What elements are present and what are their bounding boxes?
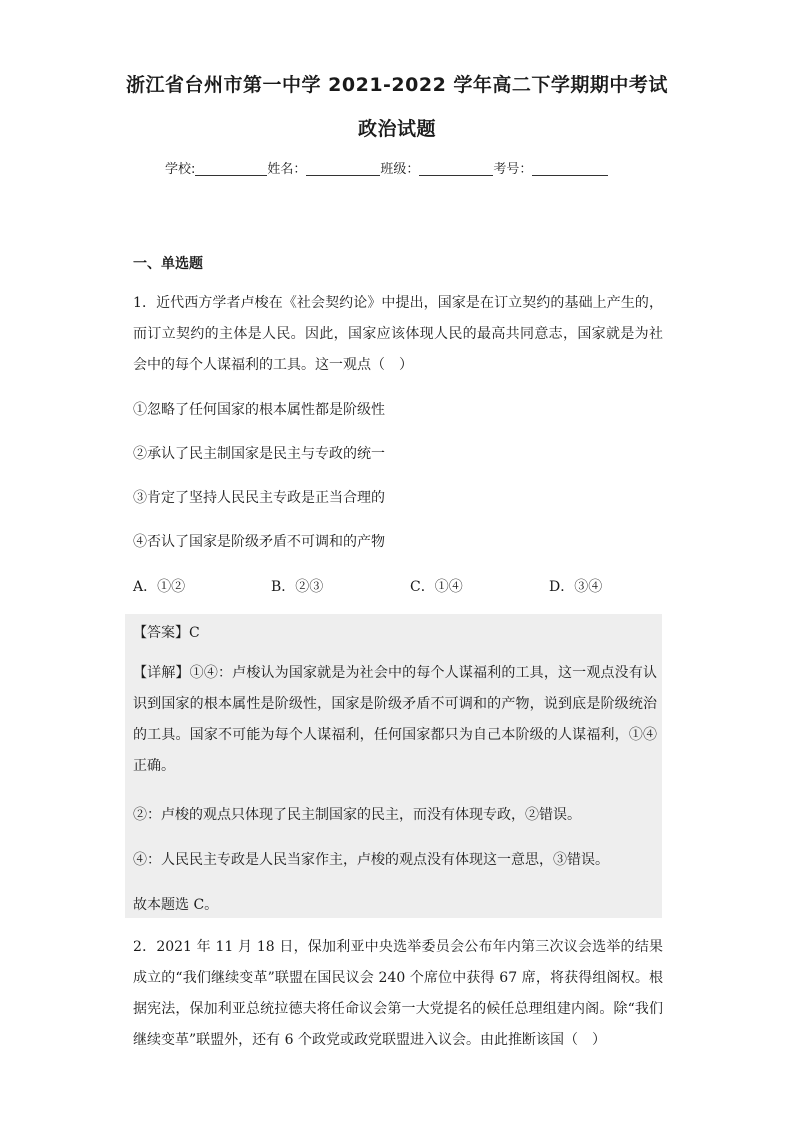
exam-subtitle: 政治试题 [357, 118, 436, 140]
name-label: 姓名： [267, 162, 307, 177]
question-1-stem: 1．近代西方学者卢梭在《社会契约论》中提出，国家是在订立契约的基础上产生的，而订立契约的主体是人民。因此，国家应该体现人民的最高共同意志，国家就是为社会中的每个人谋福利的工具。这一观点（ ） [133, 295, 663, 373]
section-title: 一、单选题 [133, 256, 203, 272]
exam-title: 浙江省台州市第一中学 2021-2022 学年高二下学期期中考试 [126, 74, 668, 96]
school-blank[interactable] [195, 161, 267, 176]
question-1-option-3: ③肯定了坚持人民民主专政是正当合理的 [133, 490, 385, 506]
question-1-option-4: ④否认了国家是阶级矛盾不可调和的产物 [133, 534, 385, 550]
choice-d[interactable]: D．③④ [549, 579, 603, 595]
answer-explanation-box [125, 614, 662, 918]
question-1-option-1: ①忽略了任何国家的根本属性都是阶级性 [133, 402, 385, 418]
class-blank[interactable] [419, 161, 493, 176]
name-blank[interactable] [306, 161, 380, 176]
answer-conclusion: 故本题选 C。 [133, 897, 219, 913]
choice-b[interactable]: B．②③ [271, 579, 324, 595]
question-1-option-2: ②承认了民主制国家是民主与专政的统一 [133, 446, 385, 462]
student-info-row [165, 158, 608, 177]
class-label: 班级： [380, 162, 420, 177]
choice-c[interactable]: C．①④ [410, 579, 463, 595]
detail-line-3: ④：人民民主专政是人民当家作主，卢梭的观点没有体现这一意思，③错误。 [133, 852, 609, 868]
number-blank[interactable] [532, 161, 608, 176]
school-label: 学校: [165, 162, 196, 177]
number-label: 考号： [493, 162, 533, 177]
choice-a[interactable]: A．①② [133, 579, 186, 595]
detail-paragraph: 【详解】①④：卢梭认为国家就是为社会中的每个人谋福利的工具，这一观点没有认识到国家的根本属性是阶级性，国家是阶级矛盾不可调和的产物，说到底是阶级统治的工具。国家不可能为每个人谋福利，任何国家都只为自己本阶级的人谋福利，①④正确。 [133, 665, 657, 774]
answer-label: 【答案】C [133, 625, 200, 641]
question-2-stem: 2．2021 年 11 月 18 日，保加利亚中央选举委员会公布年内第三次议会选举的结果成立的“我们继续变革”联盟在国民议会 240 个席位中获得 67 席，将获得组阁权。根据宪法，保加利亚总统拉德夫将任命议会第一大党提名的候任总理组建内阁。除“我们继续变革”联盟外，还有 6 个政党或政党联盟进入议会。由此推断该国（ ） [133, 939, 663, 1048]
detail-line-2: ②：卢梭的观点只体现了民主制国家的民主，而没有体现专政，②错误。 [133, 807, 581, 823]
